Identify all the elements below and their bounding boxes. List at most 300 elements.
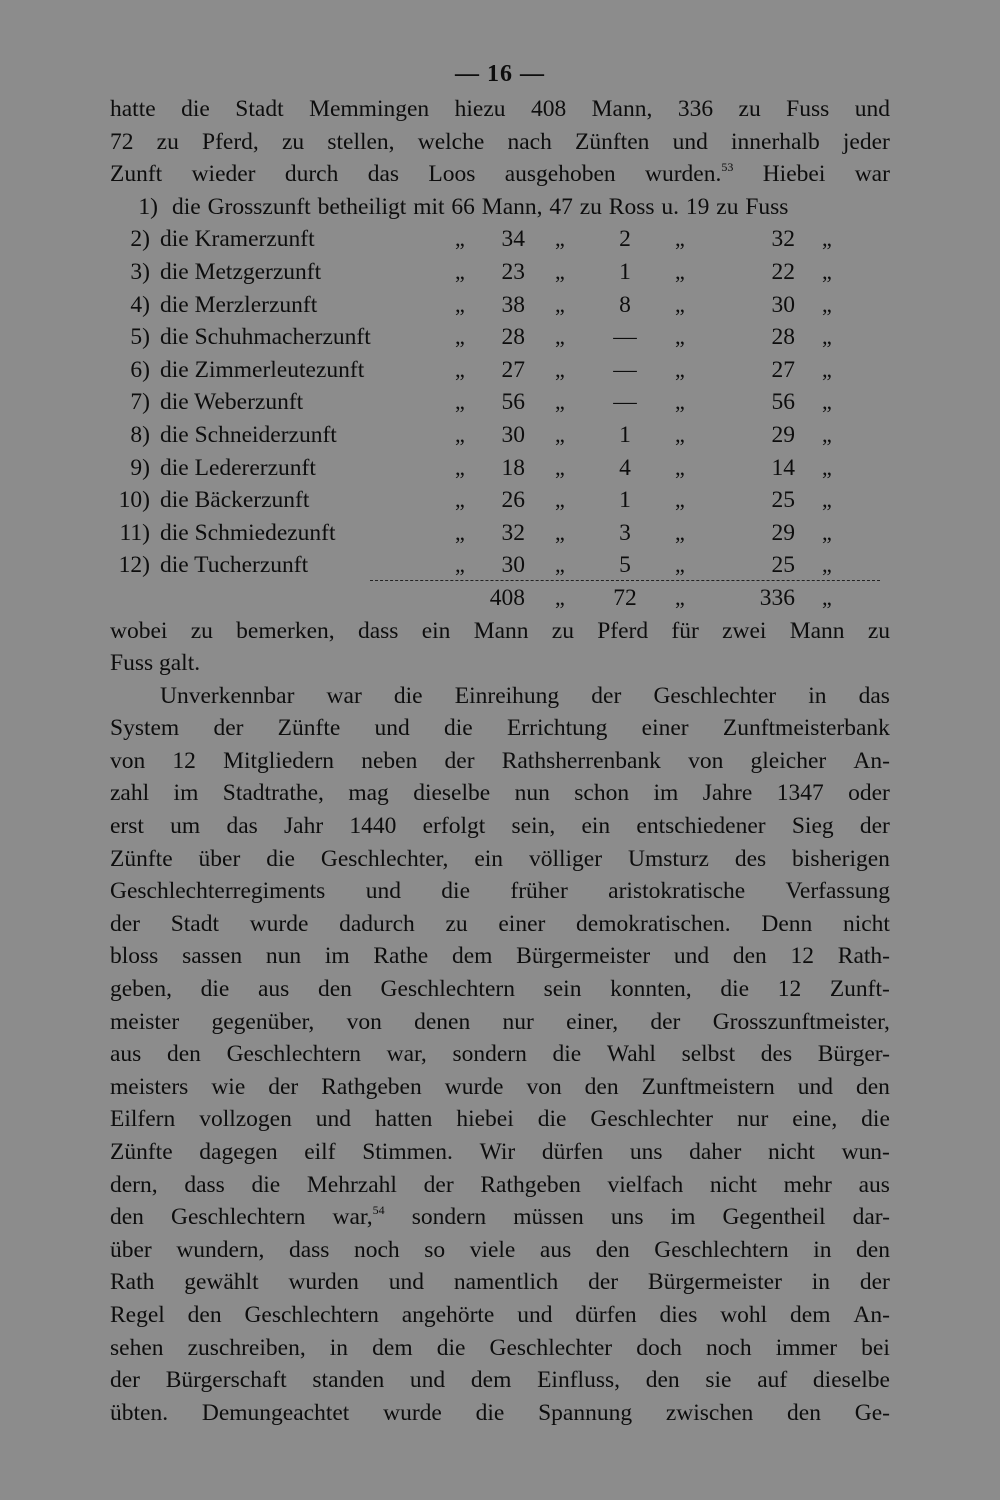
word: Geschlechtern xyxy=(244,1301,379,1328)
word: erst xyxy=(110,813,144,840)
word: An- xyxy=(853,747,890,774)
word: dem xyxy=(451,943,493,970)
text-line xyxy=(110,908,890,941)
word: wundern, xyxy=(176,1236,265,1263)
word: Einfluss, xyxy=(537,1367,620,1394)
word: dem xyxy=(470,1367,512,1394)
word: standen xyxy=(312,1367,385,1394)
word: Denn xyxy=(761,910,813,937)
table-row xyxy=(110,289,890,322)
table-cell: „ xyxy=(675,421,685,447)
word: welche xyxy=(417,128,485,155)
word: Rathgeben xyxy=(321,1073,422,1100)
word: 12 xyxy=(172,747,196,774)
word: im xyxy=(173,780,199,807)
word: und xyxy=(854,96,890,122)
word: jeder xyxy=(842,128,890,155)
table-cell: „ xyxy=(822,519,832,545)
word: war xyxy=(854,161,890,188)
word: dadurch xyxy=(339,910,415,937)
word: dürfen xyxy=(575,1301,637,1328)
word: sein xyxy=(543,976,582,1003)
word: Errichtung xyxy=(506,715,608,742)
word: im xyxy=(653,780,679,807)
word: gegenüber, xyxy=(211,1008,315,1035)
table-cell: „ xyxy=(455,421,465,447)
text-line xyxy=(110,973,890,1006)
word: wun- xyxy=(841,1139,890,1165)
table-cell: „ xyxy=(455,552,465,578)
word: Zunft- xyxy=(829,976,890,1003)
word: in xyxy=(808,682,827,709)
word: in xyxy=(813,1236,832,1263)
word: die xyxy=(720,976,750,1003)
word: Umsturz xyxy=(627,845,709,872)
word: 408 xyxy=(530,96,567,122)
table-cell: 22 xyxy=(771,258,795,285)
table-cell: „ xyxy=(822,421,832,447)
table-cell: „ xyxy=(822,552,832,578)
word: eine, xyxy=(792,1106,838,1133)
table-cell: 28 xyxy=(771,324,795,351)
word: eilf xyxy=(304,1139,336,1165)
word: hiebei xyxy=(456,1106,514,1133)
word: aus xyxy=(258,976,290,1003)
table-cell: 18 xyxy=(501,454,525,481)
table-cell: 25 xyxy=(771,487,795,514)
word: dass xyxy=(184,1171,225,1198)
word: zahl xyxy=(110,780,150,807)
main-paragraph xyxy=(110,680,890,1430)
word: sehen xyxy=(110,1334,164,1361)
table-cell: 1 xyxy=(619,487,631,514)
word: Loos xyxy=(428,161,476,188)
word: wieder xyxy=(191,161,256,188)
word: zu xyxy=(867,617,890,644)
table-cell: „ xyxy=(455,291,465,317)
word: Pferd, xyxy=(202,128,259,155)
word: hatten xyxy=(374,1106,433,1133)
table-cell: „ xyxy=(455,487,465,513)
word: sie xyxy=(705,1367,732,1394)
word: des xyxy=(734,845,767,872)
table-cell: „ xyxy=(822,389,832,415)
word: war, xyxy=(386,1041,427,1068)
table-cell: 1 xyxy=(619,421,631,448)
page xyxy=(110,55,890,1429)
word: erfolgt xyxy=(422,813,486,840)
word: und xyxy=(374,715,410,742)
word: Rath- xyxy=(837,943,890,970)
table-cell: 5 xyxy=(619,552,631,579)
table-cell: „ xyxy=(675,226,685,252)
text-line xyxy=(110,1169,890,1202)
table-cell: die Schneiderzunft xyxy=(160,421,337,448)
table-cell: die Kramerzunft xyxy=(160,226,315,253)
word: Geschlechter, xyxy=(320,845,449,872)
word: zu xyxy=(445,910,468,937)
word: wobei xyxy=(110,617,168,644)
page-number: — 16 — xyxy=(455,61,545,87)
word: den xyxy=(856,1236,890,1263)
word: aus xyxy=(858,1171,890,1198)
word: die xyxy=(861,1106,890,1133)
word: der xyxy=(859,813,890,840)
word: die xyxy=(200,976,230,1003)
word: wurde xyxy=(383,1399,442,1426)
word: dagegen xyxy=(199,1139,278,1165)
word: nur xyxy=(736,1106,769,1133)
word: Bürger- xyxy=(817,1041,890,1068)
word: die xyxy=(552,1041,582,1068)
table-cell: — xyxy=(613,324,637,351)
table-cell: 12) xyxy=(118,552,150,579)
word: ein xyxy=(474,845,504,872)
table-cell: die Ledererzunft xyxy=(160,454,316,481)
word: aus xyxy=(110,1041,142,1068)
table-cell: 4) xyxy=(130,291,150,318)
word: 12 xyxy=(777,976,802,1003)
word: wurde xyxy=(249,910,309,937)
table-cell: „ xyxy=(455,226,465,252)
word: in xyxy=(329,1334,349,1361)
word: der xyxy=(591,682,622,709)
table-cell: 32 xyxy=(501,519,525,546)
table-cell: 29 xyxy=(771,421,795,448)
word: dieselbe xyxy=(812,1367,890,1394)
word: und xyxy=(409,1367,446,1394)
table-row xyxy=(110,517,890,550)
table-cell: „ xyxy=(555,226,565,252)
word: Geschlechterregiments xyxy=(110,878,326,905)
table-cell: „ xyxy=(822,584,832,610)
table-cell: „ xyxy=(675,584,685,610)
word: sein, xyxy=(511,813,556,840)
word: und xyxy=(672,128,708,155)
table-cell: 30 xyxy=(501,421,525,448)
table-cell: „ xyxy=(555,258,565,284)
word: Pferd xyxy=(597,617,649,644)
word: Zünfte xyxy=(110,845,173,872)
table-cell: 27 xyxy=(501,356,525,383)
word: Rath xyxy=(110,1269,155,1296)
word: Spannung xyxy=(538,1399,633,1426)
word: auf xyxy=(757,1367,788,1394)
word: den xyxy=(645,1367,680,1394)
word: völliger xyxy=(528,845,603,872)
table-cell: 14 xyxy=(771,454,795,481)
word: das xyxy=(367,161,400,188)
table-cell: „ xyxy=(675,389,685,415)
word: die xyxy=(393,682,423,709)
word: 12 xyxy=(790,943,815,970)
table-cell: „ xyxy=(555,519,565,545)
word: wurden xyxy=(288,1269,359,1296)
text-line xyxy=(110,1071,890,1104)
word: denen xyxy=(414,1008,471,1035)
word: der xyxy=(650,1008,681,1035)
word: Memmingen xyxy=(309,96,430,122)
table-cell: 1 xyxy=(619,258,631,285)
table-cell: 2) xyxy=(130,226,150,253)
word: stellen, xyxy=(327,128,395,155)
word: dar- xyxy=(852,1204,890,1231)
word: Mitgliedern xyxy=(223,747,335,774)
word: den xyxy=(187,1301,222,1328)
word: sondern xyxy=(411,1204,487,1231)
word: Jahre xyxy=(702,780,753,807)
word: zwei xyxy=(722,617,767,644)
word: Gegentheil xyxy=(722,1204,826,1231)
table-cell: 6) xyxy=(130,356,150,383)
word: der xyxy=(588,1269,619,1296)
text-line xyxy=(110,1038,890,1071)
text-line xyxy=(110,777,890,810)
word: und xyxy=(315,1106,352,1133)
word: Zünfte xyxy=(277,715,341,742)
word: müssen xyxy=(513,1204,584,1231)
word: oder xyxy=(848,780,890,807)
word: die xyxy=(537,1106,567,1133)
word: Geschlechtern xyxy=(380,976,515,1003)
text-line xyxy=(110,615,890,648)
table-cell: 30 xyxy=(501,552,525,579)
text-line xyxy=(110,1332,890,1365)
word: Wahl xyxy=(606,1041,656,1068)
word: nicht xyxy=(709,1171,757,1198)
word: 72 xyxy=(110,128,134,155)
word: Stadt xyxy=(235,96,284,122)
word: nun xyxy=(265,943,302,970)
word: wie xyxy=(211,1073,246,1100)
word: Eilfern xyxy=(110,1106,176,1133)
word: von xyxy=(526,1073,562,1100)
word: übten. xyxy=(110,1399,169,1426)
word: einer xyxy=(498,910,546,937)
table-cell: „ xyxy=(555,356,565,382)
word: den xyxy=(732,943,767,970)
word: 1347 xyxy=(776,780,824,807)
word: bemerken, xyxy=(236,617,335,644)
table-cell: 408 xyxy=(489,584,525,611)
table-cell: 27 xyxy=(771,356,795,383)
row-text: die Grosszunft betheiligt mit 66 Mann, 47 zu Ross u. 19 zu Fuss xyxy=(172,193,789,220)
word: die xyxy=(436,1334,466,1361)
text-line xyxy=(110,1136,890,1169)
word: Stadtrathe, xyxy=(222,780,324,807)
word: war,$^{54}$ xyxy=(332,1203,385,1231)
word: immer xyxy=(775,1334,838,1361)
word: hatte xyxy=(110,96,156,122)
table-cell: die Metzgerzunft xyxy=(160,258,322,285)
word: Geschlechter xyxy=(653,682,777,709)
word: sondern xyxy=(452,1041,527,1068)
table-cell: 28 xyxy=(501,324,525,351)
table-cell: 38 xyxy=(501,291,525,318)
text-line xyxy=(110,745,890,778)
table-cell: 9) xyxy=(130,454,150,481)
word: aus xyxy=(539,1236,572,1263)
table-cell: „ xyxy=(675,487,685,513)
word: über xyxy=(110,1236,152,1263)
word: ausgehoben xyxy=(504,161,616,188)
word: Grosszunftmeister, xyxy=(712,1008,890,1035)
table-cell: „ xyxy=(455,519,465,545)
table-row xyxy=(110,419,890,452)
intro-text xyxy=(110,93,890,191)
word: den xyxy=(584,1073,619,1100)
table-cell: „ xyxy=(555,291,565,317)
word: wurden.$^{53}$ xyxy=(645,160,734,188)
table-cell: 10) xyxy=(118,487,150,514)
table-cell: 3 xyxy=(619,519,631,546)
table-cell: die Bäckerzunft xyxy=(160,487,310,514)
word: zu xyxy=(738,96,761,122)
word: uns xyxy=(629,1139,663,1165)
word: zu xyxy=(281,128,305,155)
word: entschiedener xyxy=(636,813,766,840)
word: dieselbe xyxy=(413,780,491,807)
word: Zunftmeisterbank xyxy=(722,715,890,742)
word: dem xyxy=(790,1301,831,1328)
table-row xyxy=(110,256,890,289)
table-cell: „ xyxy=(675,291,685,317)
word: zwischen xyxy=(665,1399,754,1426)
table-cell: 11) xyxy=(119,519,150,546)
table-row xyxy=(110,354,890,387)
word: Rathgeben xyxy=(480,1171,581,1198)
table-cell: 8) xyxy=(130,421,150,448)
word: mag xyxy=(348,780,389,807)
word: gleicher xyxy=(750,747,827,774)
word: zu xyxy=(551,617,574,644)
word: Fuss xyxy=(786,96,830,122)
word: hiezu xyxy=(454,96,506,122)
word: der xyxy=(213,715,244,742)
table-cell: 56 xyxy=(501,389,525,416)
word: von xyxy=(110,747,146,774)
word: den xyxy=(855,1073,890,1100)
text-line xyxy=(110,1266,890,1299)
text-line xyxy=(110,810,890,843)
word: schon xyxy=(574,780,630,807)
word: Stimmen. xyxy=(362,1139,453,1165)
table-row xyxy=(110,321,890,354)
word: dern, xyxy=(110,1171,158,1198)
word: uns xyxy=(610,1204,644,1231)
word: zu xyxy=(156,128,179,155)
footnote-marker: 54 xyxy=(372,1203,385,1218)
text-line xyxy=(110,1364,890,1397)
table-cell: — xyxy=(613,389,637,416)
table-cell: die Weberzunft xyxy=(160,389,304,416)
word: dürfen xyxy=(541,1139,604,1165)
table-cell: „ xyxy=(822,487,832,513)
word: aristokratische xyxy=(608,878,746,905)
table-cell: „ xyxy=(822,356,832,382)
table-cell: 23 xyxy=(501,258,525,285)
text-line xyxy=(110,875,890,908)
table-row-1 xyxy=(110,191,890,224)
word: das xyxy=(226,813,258,840)
table-cell: „ xyxy=(555,487,565,513)
word: System xyxy=(110,715,180,742)
table-cell: die Schuhmacherzunft xyxy=(160,324,371,351)
table-cell: „ xyxy=(555,454,565,480)
word: sassen xyxy=(182,943,243,970)
word: und xyxy=(673,943,710,970)
word: noch xyxy=(705,1334,752,1361)
word: und xyxy=(797,1073,833,1100)
table-cell: 72 xyxy=(613,584,637,611)
word: Mann xyxy=(473,617,529,644)
table-cell: die Tucherzunft xyxy=(160,552,309,579)
word: zu xyxy=(190,617,213,644)
table-cell: die Merzlerzunft xyxy=(160,291,318,318)
word: Verfassung xyxy=(785,878,890,905)
table-cell: 26 xyxy=(501,487,525,514)
word: Regel xyxy=(110,1301,165,1328)
table-cell: 25 xyxy=(771,552,795,579)
word: Unverkennbar xyxy=(160,682,295,709)
word: 336 xyxy=(677,96,714,122)
text-line xyxy=(110,1234,890,1267)
word: geben, xyxy=(110,976,172,1003)
word: Fuss galt. xyxy=(110,650,201,677)
word: konnten, xyxy=(610,976,692,1003)
word: Zunftmeistern xyxy=(641,1073,775,1100)
table-row xyxy=(110,452,890,485)
word: der xyxy=(110,910,141,937)
word: durch xyxy=(284,161,339,188)
word: vielfach xyxy=(607,1171,684,1198)
word: nicht xyxy=(767,1139,815,1165)
word: der xyxy=(110,1367,141,1394)
word: dass xyxy=(288,1236,330,1263)
word: selbst xyxy=(681,1041,736,1068)
word: wohl xyxy=(720,1301,768,1328)
table-cell: „ xyxy=(675,356,685,382)
word: Geschlechter xyxy=(489,1334,613,1361)
table-cell: „ xyxy=(555,389,565,415)
word: Geschlechter xyxy=(590,1106,714,1133)
word: Demungeachtet xyxy=(201,1399,350,1426)
word: Rathe xyxy=(373,943,429,970)
footnote-marker: 53 xyxy=(721,160,734,175)
text-line xyxy=(110,126,890,159)
word: den xyxy=(787,1399,821,1426)
word: den xyxy=(110,1204,144,1231)
table-sum-row xyxy=(110,582,890,615)
word: bisherigen xyxy=(792,845,890,872)
word: 1440 xyxy=(349,813,397,840)
table-row xyxy=(110,484,890,517)
word: demokratischen. xyxy=(576,910,731,937)
table-cell: „ xyxy=(675,324,685,350)
word: war xyxy=(326,682,362,709)
word: namentlich xyxy=(453,1269,559,1296)
table-cell: „ xyxy=(455,389,465,415)
text-line xyxy=(110,1299,890,1332)
table-cell: 8 xyxy=(619,291,631,318)
word: Geschlechtern xyxy=(171,1204,306,1231)
table-cell: „ xyxy=(675,519,685,545)
word: Jahr xyxy=(284,813,324,840)
table-cell: „ xyxy=(675,552,685,578)
word: nicht xyxy=(842,910,890,937)
word: früher xyxy=(510,878,568,905)
text-line xyxy=(110,843,890,876)
